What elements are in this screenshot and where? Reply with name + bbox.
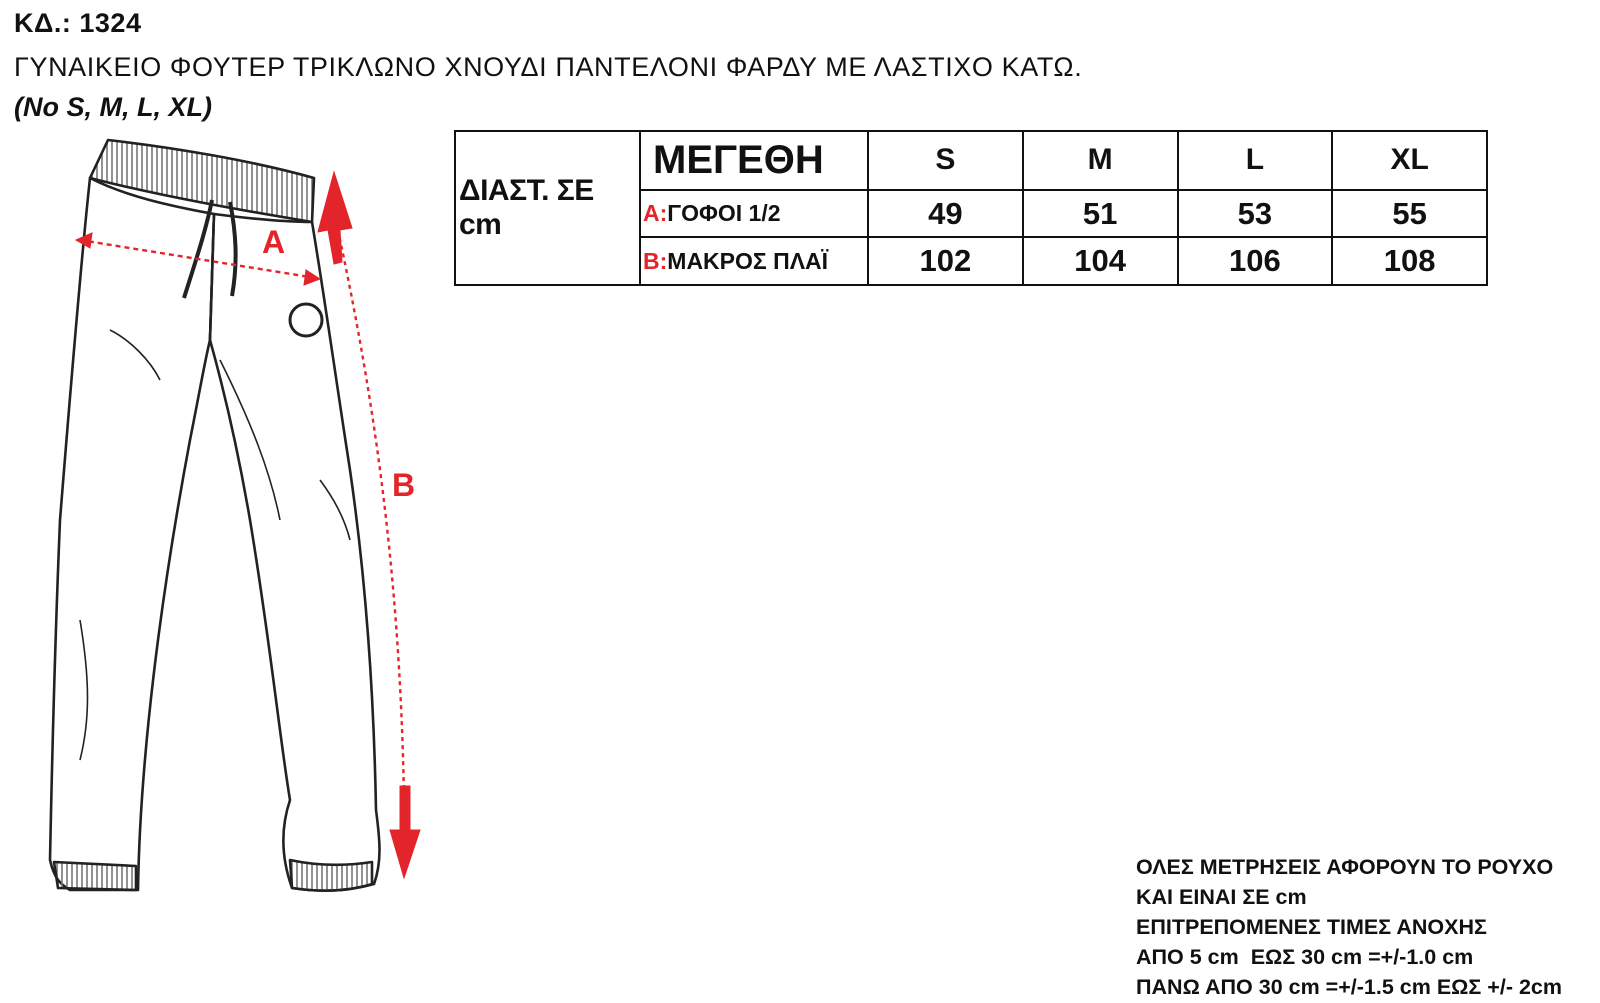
table-cell: 53 [1178,190,1333,238]
product-description: ΓΥΝΑΙΚΕΙΟ ΦΟΥΤΕΡ ΤΡΙΚΛΩΝΟ ΧΝΟΥΔΙ ΠΑΝΤΕΛΟΝΙ ΦΑΡΔΥ ΜΕ ΛΑΣΤΙΧΟ ΚΑΤΩ. [14,52,1083,82]
table-cell: 51 [1023,190,1178,238]
table-cell: 104 [1023,237,1178,285]
table-cell: 49 [868,190,1023,238]
pants-technical-drawing [0,120,460,920]
size-xl: XL [1332,131,1487,190]
row-label-text: ΓΟΦΟΙ 1/2 [667,200,781,227]
table-cell: 55 [1332,190,1487,238]
row-label-hips [640,190,868,238]
tolerance-notes [1136,852,1562,1002]
label-b: B [392,467,416,503]
product-code: ΚΔ.: 1324 [14,8,142,38]
notes-line: ΚΑΙ ΕΙΝΑΙ ΣΕ cm [1136,885,1307,909]
row-letter: B: [643,247,668,274]
sizes-header: ΜΕΓΕΘΗ [640,131,868,190]
row-label-length [640,237,868,285]
table-header-row [455,131,1487,190]
notes-line: ΠΑΝΩ ΑΠΟ 30 cm =+/-1.5 cm ΕΩΣ +/- 2cm [1136,975,1562,999]
available-sizes: (No S, M, L, XL) [14,92,212,122]
size-l: L [1178,131,1333,190]
pants-outline [50,140,380,891]
dims-label: ΔΙΑΣΤ. ΣΕ cm [455,131,640,285]
notes-line: ΟΛΕΣ ΜΕΤΡΗΣΕΙΣ ΑΦΟΡΟΥΝ ΤΟ ΡΟΥΧΟ [1136,855,1554,879]
notes-line: ΕΠΙΤΡΕΠΟΜΕΝΕΣ ΤΙΜΕΣ ΑΝΟΧΗΣ [1136,915,1487,939]
size-table [454,130,1488,286]
table-cell: 108 [1332,237,1487,285]
row-label-text: ΜΑΚΡΟΣ ΠΛΑΪ [667,247,829,274]
row-letter: A: [643,200,668,227]
size-m: M [1023,131,1178,190]
notes-line: ΑΠΟ 5 cm ΕΩΣ 30 cm =+/-1.0 cm [1136,945,1474,969]
table-cell: 102 [868,237,1023,285]
label-a: A [262,224,286,260]
size-s: S [868,131,1023,190]
table-cell: 106 [1178,237,1333,285]
